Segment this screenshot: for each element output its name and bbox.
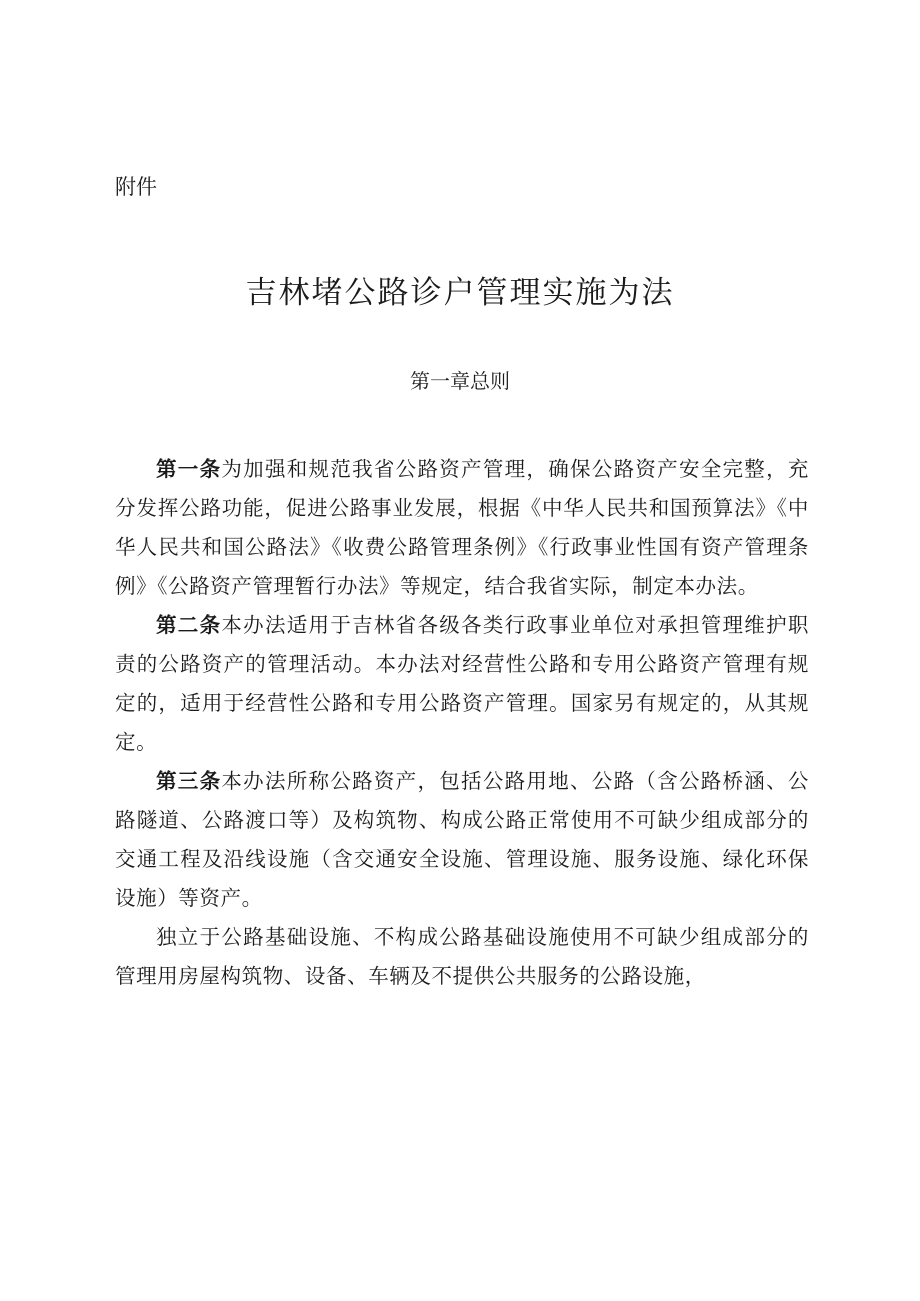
article-number: 第一条: [156, 457, 222, 481]
continuation-paragraph: [115, 918, 809, 996]
article-text: 为加强和规范我省公路资产管理，确保公路资产安全完整，充分发挥公路功能，促进公路事业发展，根据《中华人民共和国预算法》《中华人民共和国公路法》《收费公路管理条例》《行政事业性国有资产管理条例》《公路资产管理暂行办法》等规定，结合我省实际，制定本办法。: [115, 457, 809, 598]
article-2-paragraph: [115, 606, 809, 762]
document-title: 吉林堵公路诊户管理实施为法: [245, 275, 675, 311]
paragraph-text: 独立于公路基础设施、不构成公路基础设施使用不可缺少组成部分的管理用房屋构筑物、设备、车辆及不提供公共服务的公路设施，: [115, 925, 809, 988]
chapter-heading: 第一章总则: [410, 369, 510, 393]
document-body: [115, 450, 809, 996]
attachment-label: 附件: [115, 175, 157, 199]
article-text: 本办法所称公路资产，包括公路用地、公路（含公路桥涵、公路隧道、公路渡口等）及构筑物、构成公路正常使用不可缺少组成部分的交通工程及沿线设施（含交通安全设施、管理设施、服务设施、绿化环保设施）等资产。: [115, 769, 809, 910]
article-number: 第二条: [156, 613, 222, 637]
article-number: 第三条: [156, 769, 222, 793]
article-1-paragraph: [115, 450, 809, 606]
article-3-paragraph: [115, 762, 809, 918]
article-text: 本办法适用于吉林省各级各类行政事业单位对承担管理维护职责的公路资产的管理活动。本办法对经营性公路和专用公路资产管理有规定的，适用于经营性公路和专用公路资产管理。国家另有规定的，从其规定。: [115, 613, 809, 754]
